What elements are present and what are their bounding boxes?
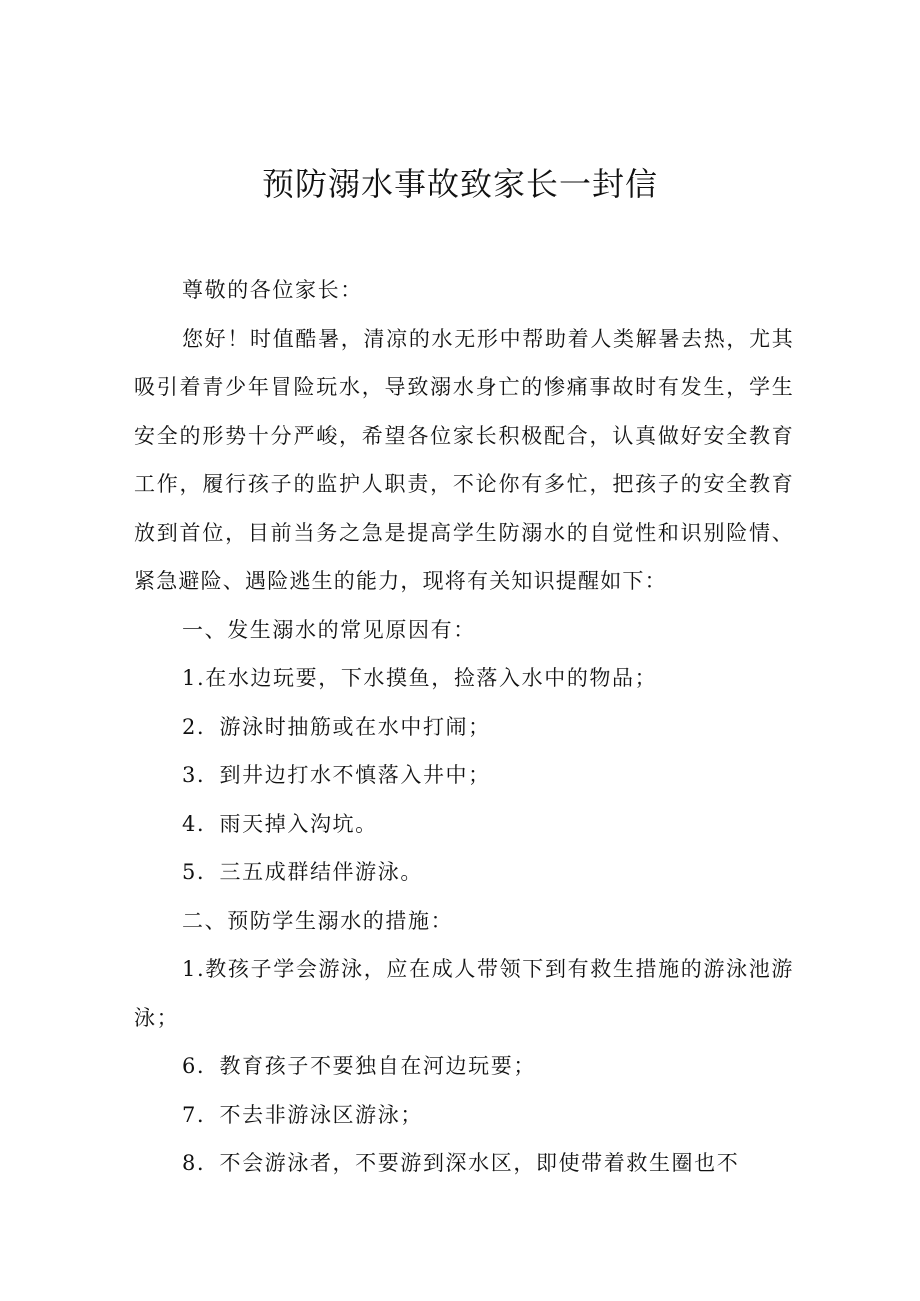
document-body <box>134 266 794 1188</box>
cause-item: 5．三五成群结伴游泳。 <box>182 860 423 884</box>
document-title: 预防溺水事故致家长一封信 <box>261 165 658 203</box>
cause-item: 1.在水边玩要，下水摸鱼，捡落入水中的物品； <box>182 666 658 690</box>
section-heading-measures: 二、预防学生溺水的措施： <box>182 908 454 933</box>
measure-item: 7．不去非游泳区游泳； <box>182 1102 423 1127</box>
cause-item: 3．到井边打水不慎落入井中； <box>182 763 491 787</box>
cause-item: 2．游泳时抽筋或在水中打闹； <box>182 714 491 739</box>
section-heading-causes: 一、发生溺水的常见原因有： <box>182 617 476 642</box>
measure-item: 8．不会游泳者，不要游到深水区，即使带着救生圈也不 <box>182 1151 740 1175</box>
cause-item: 4．雨天掉入沟坑。 <box>182 811 378 836</box>
measure-item: 1.教孩子学会游泳，应在成人带领下到有救生措施的游泳池游泳； <box>134 957 794 1030</box>
measure-item: 6．教育孩子不要独自在河边玩要； <box>182 1054 536 1078</box>
intro-paragraph: 您好！时值酷暑，清凉的水无形中帮助着人类解暑去热，尤其吸引着青少年冒险玩水，导致溺水身亡的惨痛事故时有发生，学生安全的形势十分严峻，希望各位家长积极配合，认真做好安全教育工作，履行孩子的监护人职责，不论你有多忙，把孩子的安全教育放到首位，目前当务之急是提高学生防溺水的自觉性和识别险情、紧急避险、遇险逃生的能力，现将有关知识提醒如下： <box>134 326 794 593</box>
salutation: 尊敬的各位家长： <box>182 278 363 302</box>
